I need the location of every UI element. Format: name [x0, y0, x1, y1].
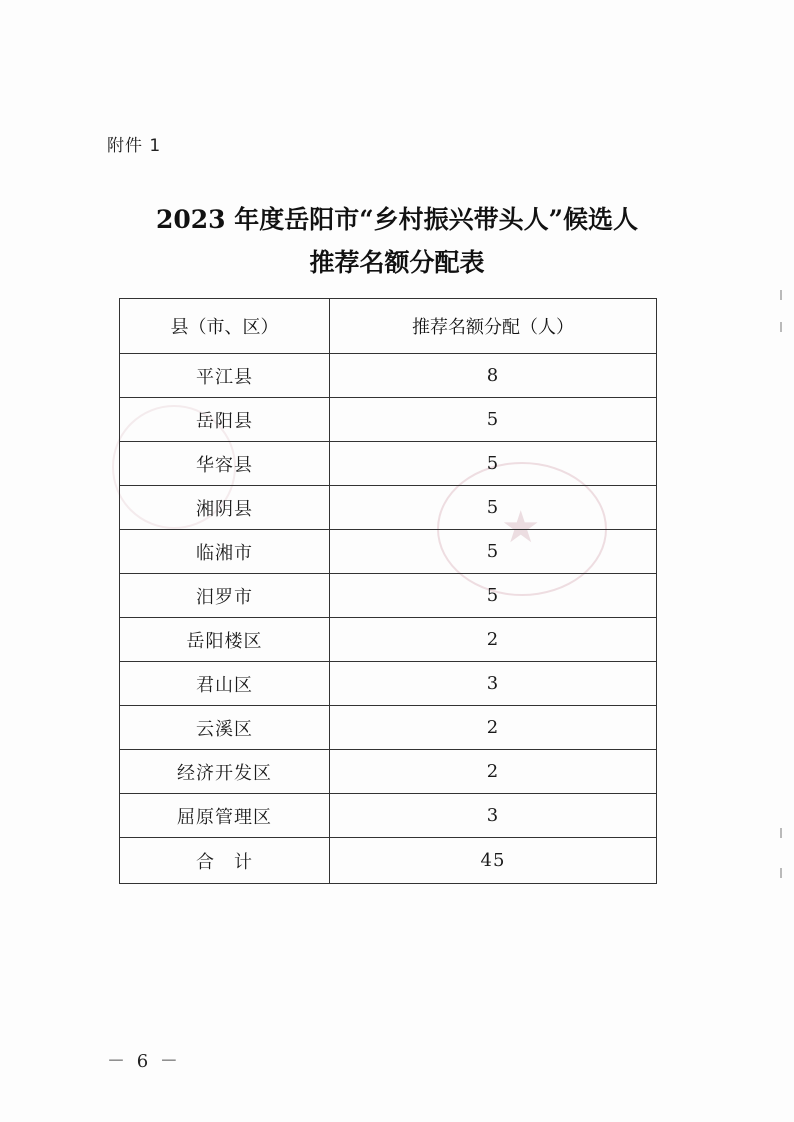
total-label: 合 计 — [120, 838, 330, 884]
quota-cell: 2 — [330, 706, 657, 750]
header-quota: 推荐名额分配（人） — [330, 299, 657, 354]
page-number: － 6 － — [107, 1051, 181, 1072]
scan-edge-mark — [780, 828, 782, 838]
quota-cell: 5 — [330, 442, 657, 486]
scan-edge-mark — [780, 322, 782, 332]
region-cell: 岳阳楼区 — [120, 618, 330, 662]
attachment-label: 附件 1 — [107, 136, 162, 156]
region-cell: 经济开发区 — [120, 750, 330, 794]
region-cell: 湘阴县 — [120, 486, 330, 530]
quota-cell: 2 — [330, 750, 657, 794]
region-cell: 君山区 — [120, 662, 330, 706]
table-row — [120, 398, 657, 442]
region-cell: 云溪区 — [120, 706, 330, 750]
quota-cell: 5 — [330, 574, 657, 618]
region-cell: 屈原管理区 — [120, 794, 330, 838]
quota-cell: 3 — [330, 662, 657, 706]
quota-cell: 5 — [330, 398, 657, 442]
quota-cell: 2 — [330, 618, 657, 662]
scan-edge-mark — [780, 868, 782, 878]
table-row — [120, 354, 657, 398]
quota-table — [119, 298, 657, 884]
table-row — [120, 794, 657, 838]
region-cell: 华容县 — [120, 442, 330, 486]
table-row — [120, 706, 657, 750]
table-header-row — [120, 299, 657, 354]
table-row — [120, 662, 657, 706]
header-region: 县（市、区） — [120, 299, 330, 354]
region-cell: 岳阳县 — [120, 398, 330, 442]
table-row — [120, 750, 657, 794]
total-value: 45 — [330, 838, 657, 884]
region-cell: 临湘市 — [120, 530, 330, 574]
table-row — [120, 574, 657, 618]
total-row — [120, 838, 657, 884]
table-row — [120, 486, 657, 530]
region-cell: 平江县 — [120, 354, 330, 398]
quota-cell: 3 — [330, 794, 657, 838]
star-icon: ★ — [501, 502, 541, 553]
quota-cell: 5 — [330, 486, 657, 530]
scan-edge-mark — [780, 290, 782, 300]
document-title-line2: 推荐名额分配表 — [309, 248, 485, 277]
document-title-line1: 2023 年度岳阳市“乡村振兴带头人”候选人 — [155, 205, 639, 234]
quota-cell: 5 — [330, 530, 657, 574]
region-cell: 汨罗市 — [120, 574, 330, 618]
table-row — [120, 618, 657, 662]
table-row — [120, 530, 657, 574]
quota-cell: 8 — [330, 354, 657, 398]
table-row — [120, 442, 657, 486]
